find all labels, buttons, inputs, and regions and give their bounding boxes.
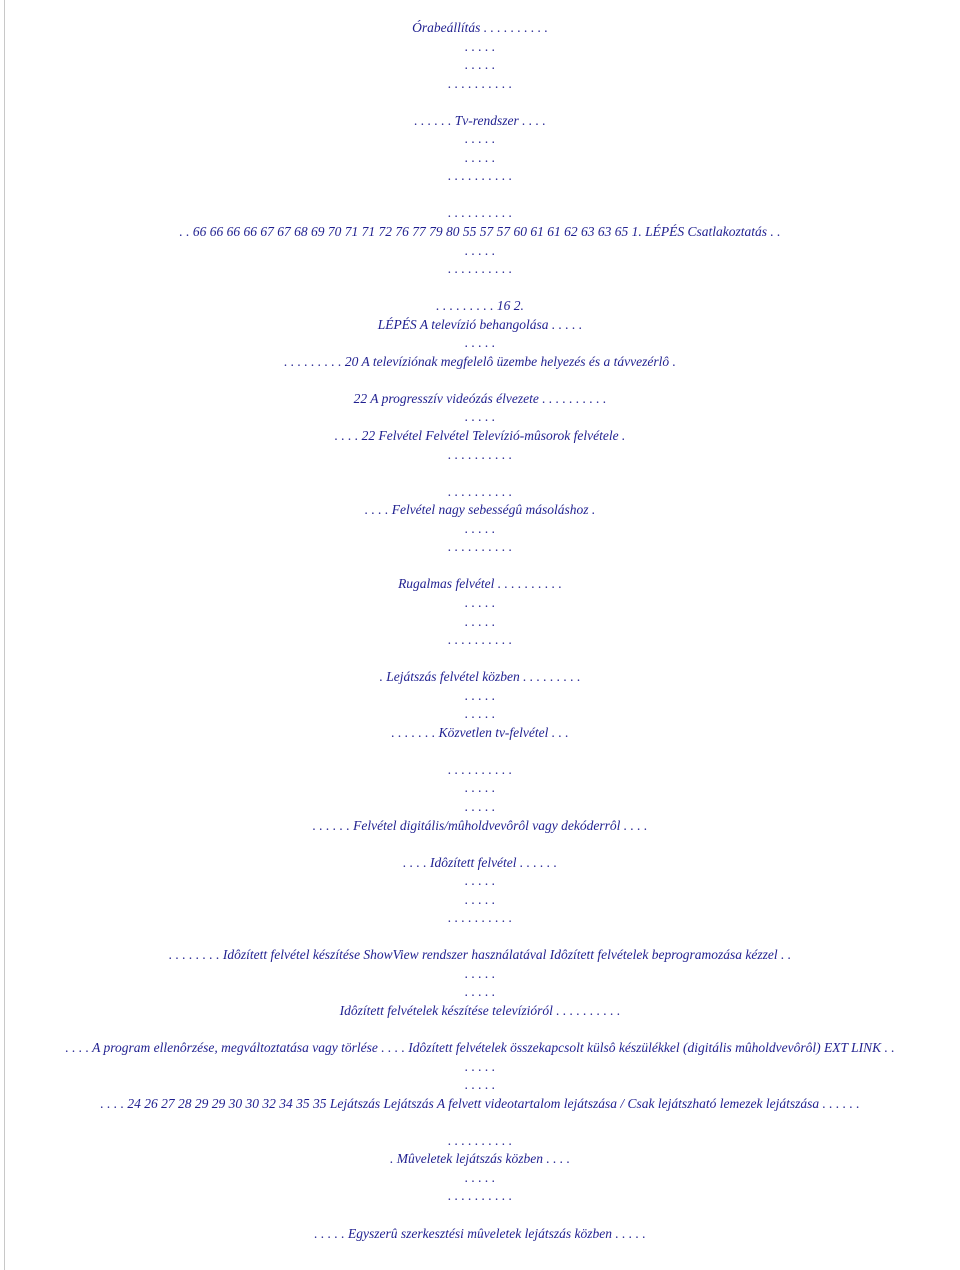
toc-line: . . . . . . Felvétel digitális/mûholdvevôrôl vagy dekóderrôl . . . . bbox=[312, 817, 648, 833]
toc-line: . . . . . . Tv-rendszer . . . . bbox=[414, 112, 546, 128]
toc-line: Órabeállítás . . . . . . . . . . bbox=[412, 20, 548, 35]
toc-line: . . . . . . . . . 20 A televíziónak megfelelô üzembe helyezés és a távvezérlô . bbox=[284, 353, 676, 369]
toc-line: . . . . . bbox=[464, 594, 496, 610]
toc-line: . . . . . . . . . . bbox=[447, 446, 513, 462]
toc-line: . . . . 24 26 27 28 29 29 30 30 32 34 35 35 Lejátszás Lejátszás A felvett videotartalom lejátszása / Csak lejátszható lemezek lejátszása . . . . . . bbox=[100, 1095, 860, 1111]
toc-line: . . . . . . . . . . bbox=[447, 539, 513, 555]
toc-line: . . . . Idôzített felvétel . . . . . . bbox=[402, 854, 558, 870]
toc-line: . . . . . . . . . . bbox=[447, 483, 513, 499]
toc-line: . . . . . . . . . . bbox=[447, 205, 513, 221]
toc-line: . . . . 22 Felvétel Felvétel Televízió-mûsorok felvétele . bbox=[334, 428, 626, 444]
toc-line: . . 66 66 66 66 67 67 68 69 70 71 71 72 76 77 79 80 55 57 57 60 61 61 62 63 63 65 1. LÉPÉS Csatlakoztatás . . bbox=[179, 224, 781, 240]
toc-spacer bbox=[0, 93, 960, 112]
toc-spacer bbox=[0, 742, 960, 761]
toc-line: . . . . . bbox=[464, 57, 496, 73]
toc-line: . . . . . . . . . . bbox=[447, 761, 513, 777]
toc-spacer bbox=[0, 1113, 960, 1132]
toc-line: . . . . . . . . . . bbox=[447, 910, 513, 926]
toc-spacer bbox=[0, 835, 960, 854]
toc-line: . . . . . bbox=[464, 706, 496, 722]
toc-line: Rugalmas felvétel . . . . . . . . . . bbox=[398, 576, 562, 592]
toc-line: . . . . . . . . Idôzített felvétel készítése ShowView rendszer használatával Idôzített felvételek beprogramozása kézzel . . bbox=[168, 947, 792, 963]
toc-line: . Mûveletek lejátszás közben . . . . bbox=[390, 1151, 570, 1167]
toc-line: . . . . . bbox=[464, 613, 496, 629]
toc-line: . . . . . bbox=[464, 984, 496, 1000]
toc-line: . . . . . bbox=[464, 335, 496, 351]
toc-spacer bbox=[0, 650, 960, 669]
table-of-contents bbox=[0, 19, 960, 1243]
toc-line: . . . . . bbox=[464, 965, 496, 981]
toc-line: 22 A progresszív videózás élvezete . . . . . . . . . . bbox=[353, 390, 607, 406]
toc-line: . . . . . . . . . . bbox=[447, 168, 513, 184]
toc-line: . . . . Felvétel nagy sebességû másoláshoz . bbox=[364, 502, 596, 518]
toc-line: . . . . . . . Közvetlen tv-felvétel . . . bbox=[391, 724, 569, 740]
toc-line: . . . . . . . . . 16 2. bbox=[436, 298, 524, 314]
toc-line: . . . . . . . . . . bbox=[447, 1188, 513, 1204]
toc-line: . . . . . bbox=[464, 520, 496, 536]
toc-line: . Lejátszás felvétel közben . . . . . . . . . bbox=[379, 669, 581, 685]
toc-line: LÉPÉS A televízió behangolása . . . . . bbox=[377, 316, 583, 332]
toc-line: . . . . . bbox=[464, 1077, 496, 1093]
toc-spacer bbox=[0, 557, 960, 576]
toc-spacer bbox=[0, 371, 960, 390]
toc-line: . . . . . . . . . . bbox=[447, 632, 513, 648]
toc-line: . . . . . bbox=[464, 873, 496, 889]
toc-line: . . . . . bbox=[464, 891, 496, 907]
toc-line: Idôzített felvételek készítése televízióról . . . . . . . . . . bbox=[339, 1002, 621, 1018]
toc-line: . . . . . . . . . . bbox=[447, 261, 513, 277]
toc-line: . . . . . bbox=[464, 1169, 496, 1185]
toc-spacer bbox=[0, 186, 960, 205]
toc-line: . . . . . bbox=[464, 149, 496, 165]
toc-line: . . . . . bbox=[464, 798, 496, 814]
toc-line: . . . . . . . . . . bbox=[447, 1132, 513, 1148]
toc-line: . . . . . Egyszerû szerkesztési mûveletek lejátszás közben . . . . . bbox=[314, 1225, 646, 1241]
toc-line: . . . . . bbox=[464, 38, 496, 54]
toc-spacer bbox=[0, 279, 960, 298]
toc-line: . . . . . bbox=[464, 131, 496, 147]
toc-spacer bbox=[0, 464, 960, 483]
toc-spacer bbox=[0, 1021, 960, 1040]
toc-line: . . . . . . . . . . bbox=[447, 75, 513, 91]
toc-line: . . . . . bbox=[464, 242, 496, 258]
toc-spacer bbox=[0, 1206, 960, 1225]
toc-line: . . . . . bbox=[464, 409, 496, 425]
toc-line: . . . . . bbox=[464, 780, 496, 796]
toc-line: . . . . A program ellenôrzése, megváltoztatása vagy törlése . . . . Idôzített felvételek összekapcsolt külsô készülékkel (digitális mûholdvevôrôl) EXT LINK . . bbox=[65, 1040, 895, 1056]
toc-spacer bbox=[0, 928, 960, 947]
toc-line: . . . . . bbox=[464, 687, 496, 703]
toc-line: . . . . . bbox=[464, 1058, 496, 1074]
